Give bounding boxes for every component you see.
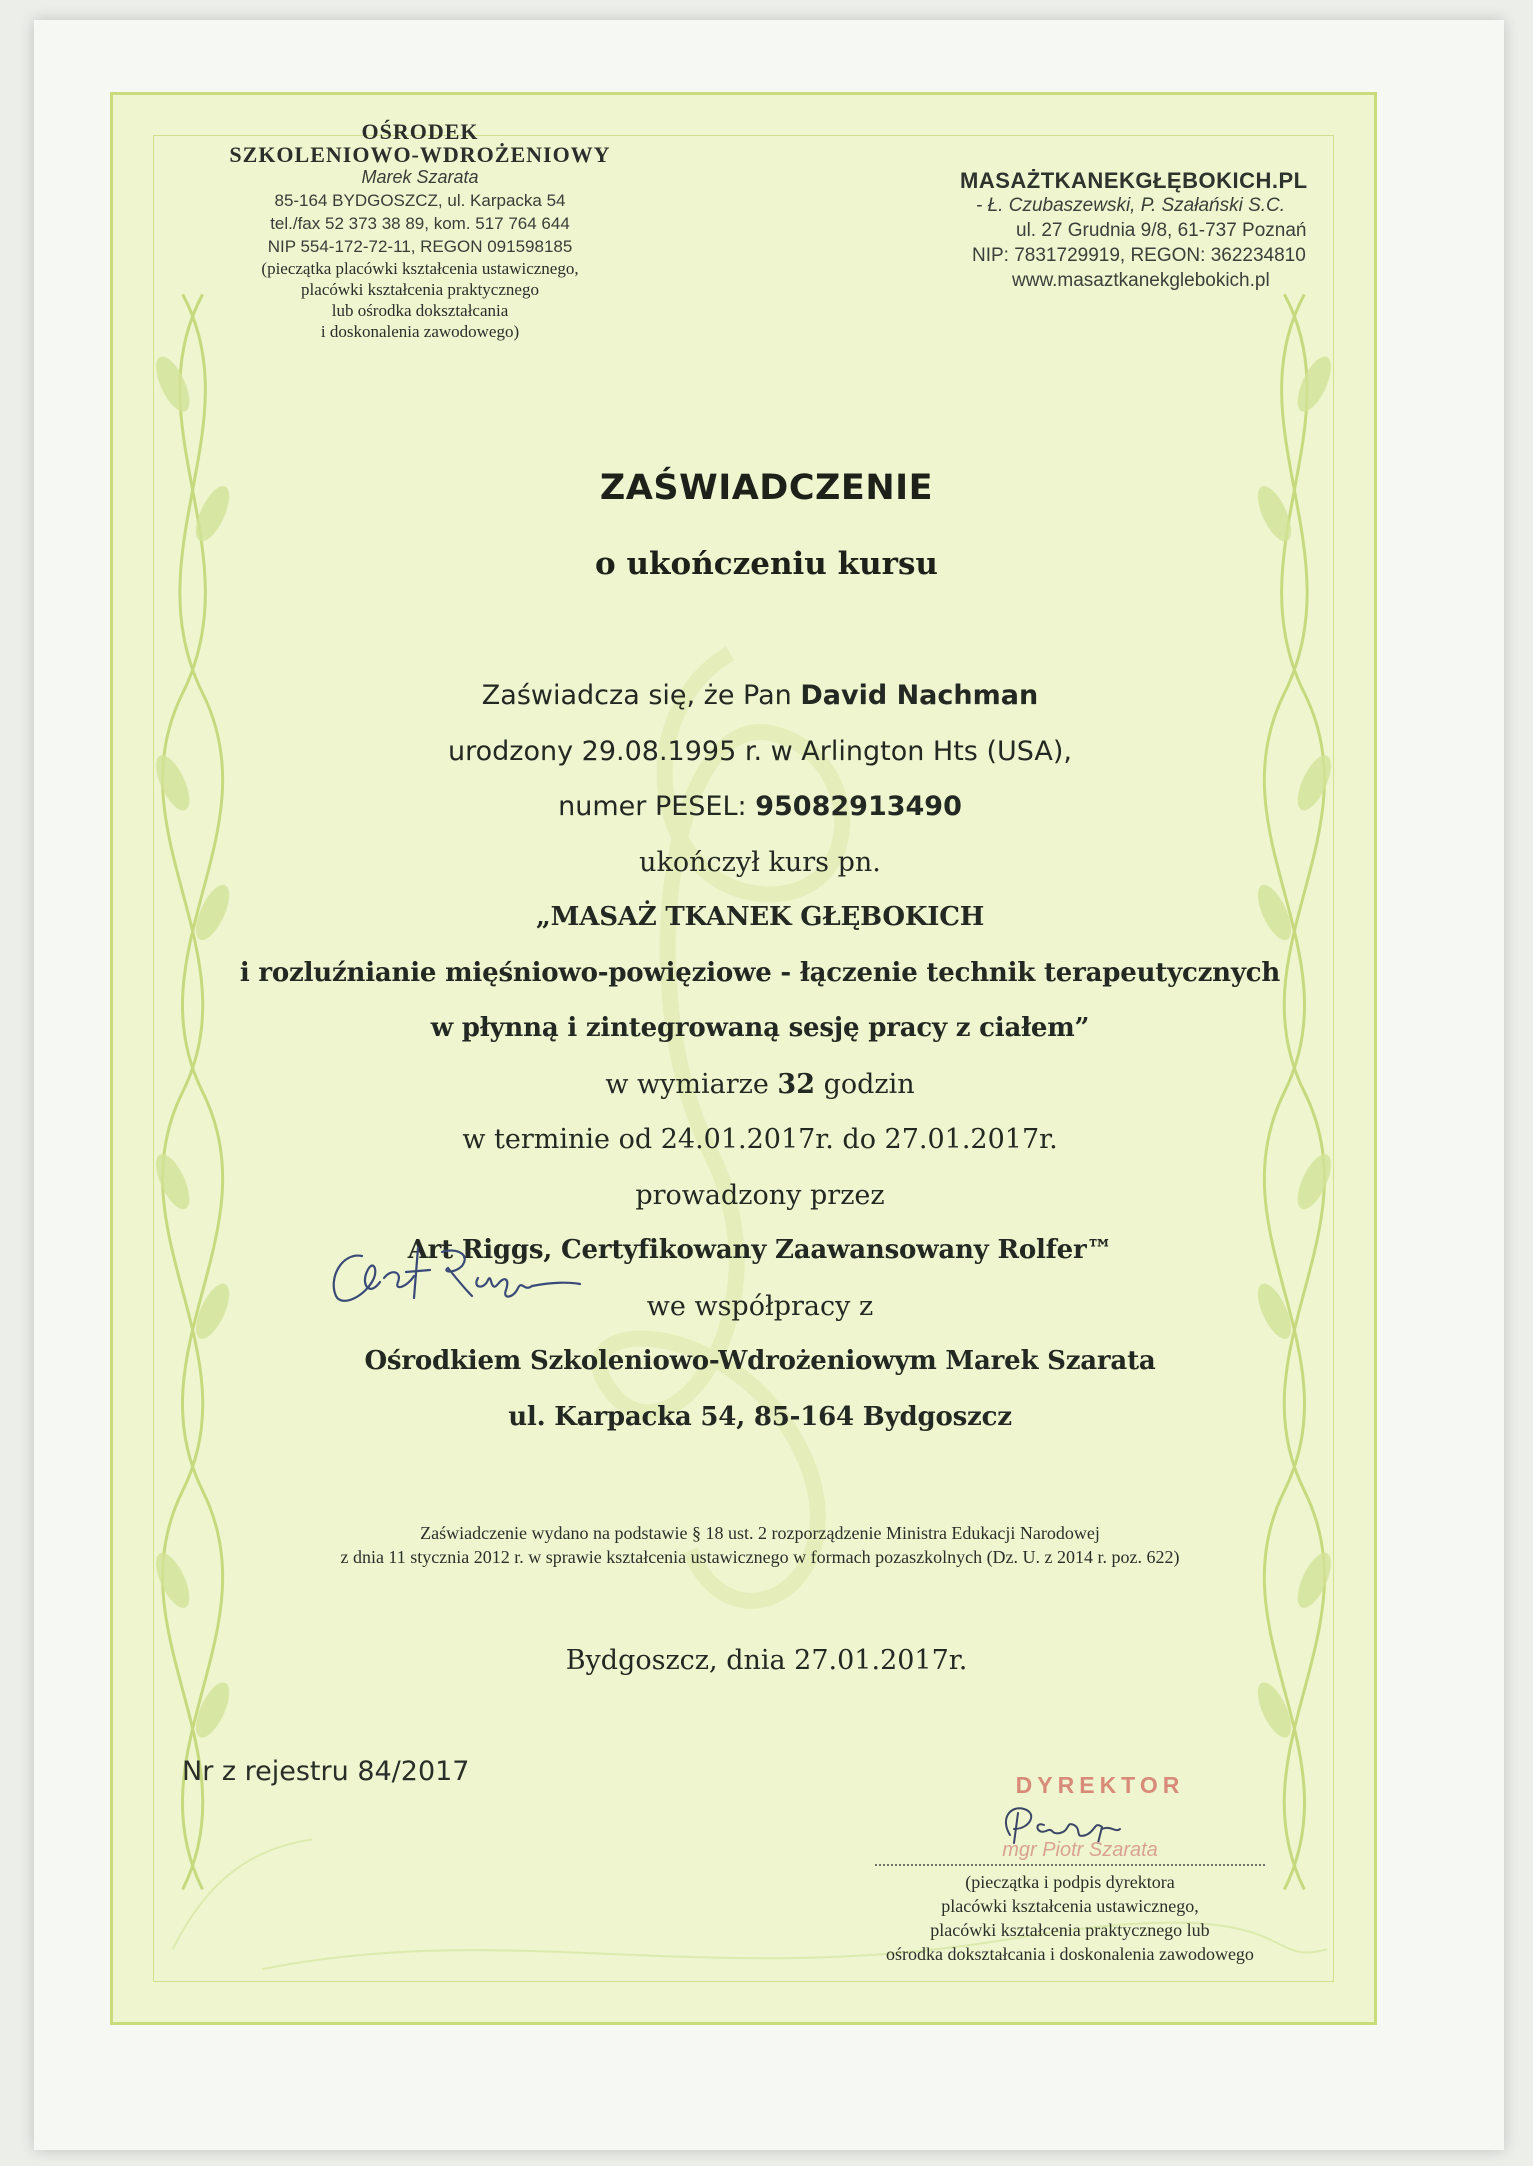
issuer-stamp-note-line: (pieczątka placówki kształcenia ustawicznego, [261, 259, 579, 278]
hours-suffix: godzin [823, 1068, 915, 1100]
issuer-stamp-title: OŚRODEK [361, 119, 479, 144]
director-note-line: ośrodka dokształcania i doskonalenia zawodowego [886, 1944, 1254, 1964]
course-name-line-2: i rozluźnianie mięśniowo-powięziowe - łączenie technik terapeutycznych [239, 957, 1281, 988]
issuer-stamp-address: 85-164 BYDGOSZCZ, ul. Karpacka 54 [274, 191, 566, 210]
partner-stamp-brand: MASAŻTKANEKGŁĘBOKICH.PL [960, 168, 1308, 193]
certificate-subtitle: o ukończeniu kursu [595, 546, 938, 582]
legal-basis [150, 1521, 1370, 1569]
partner-stamp-address: ul. 27 Grudnia 9/8, 61-737 Poznań [1016, 220, 1307, 241]
place-and-date: Bydgoszcz, dnia 27.01.2017r. [565, 1645, 968, 1676]
term-line: w terminie od 24.01.2017r. do 27.01.2017r. [462, 1124, 1058, 1155]
director-note-line: (pieczątka i podpis dyrektora [965, 1872, 1175, 1892]
issuer-stamp-nip: NIP 554-172-72-11, REGON 091598185 [267, 237, 573, 256]
director-note-line: placówki kształcenia ustawicznego, [941, 1896, 1199, 1916]
partner-stamp-nip: NIP: 7831729919, REGON: 362234810 [972, 245, 1306, 266]
issuer-stamp-owner: Marek Szarata [361, 167, 479, 187]
director-signature-block [800, 1772, 1340, 1966]
issuer-stamp-note [160, 258, 680, 342]
issuer-stamp-subtitle: SZKOLENIOWO-WDROŻENIOWY [229, 142, 611, 167]
director-note [800, 1870, 1340, 1966]
signature-dotted-line [875, 1864, 1265, 1866]
pesel-prefix: numer PESEL: [558, 791, 747, 822]
course-name-line-3: w płynną i zintegrowaną sesję pracy z ciałem” [430, 1013, 1090, 1043]
partner-stamp-owners: - Ł. Czubaszewski, P. Szałański S.C. [976, 195, 1286, 216]
completed-line: ukończył kurs pn. [639, 846, 881, 878]
certifies-prefix: Zaświadcza się, że Pan [481, 680, 792, 711]
director-note-line: placówki kształcenia praktycznego lub [930, 1920, 1210, 1940]
hours-value: 32 [777, 1068, 815, 1100]
certifies-line [150, 668, 1370, 724]
center-address-line: ul. Karpacka 54, 85-164 Bydgoszcz [508, 1401, 1012, 1432]
birth-line: urodzony 29.08.1995 r. w Arlington Hts (USA), [448, 735, 1072, 767]
certificate-body [150, 668, 1370, 1445]
registry-number: Nr z rejestru 84/2017 [182, 1756, 470, 1787]
led-by-line: prowadzony przez [635, 1179, 885, 1211]
hours-prefix: w wymiarze [605, 1068, 769, 1100]
legal-basis-line-1: Zaświadczenie wydano na podstawie § 18 ust. 2 rozporządzenie Ministra Edukacji Narodowej [420, 1523, 1100, 1543]
hours-line [150, 1057, 1370, 1113]
issuer-stamp-note-line: placówki kształcenia praktycznego [301, 280, 539, 299]
partner-stamp-website: www.masaztkanekglebokich.pl [1012, 270, 1270, 291]
center-line: Ośrodkiem Szkoleniowo-Wdrożeniowym Marek Szarata [364, 1346, 1156, 1376]
director-name: mgr Piotr Szarata [1002, 1839, 1158, 1861]
pesel-number: 95082913490 [755, 791, 962, 822]
cooperation-line: we współpracy z [646, 1290, 874, 1322]
issuer-stamp [160, 120, 680, 342]
certificate-title: ZAŚWIADCZENIE [599, 468, 934, 508]
person-name: David Nachman [800, 680, 1039, 711]
issuer-stamp-note-line: i doskonalenia zawodowego) [320, 322, 520, 341]
instructor-line: Art Riggs, Certyfikowany Zaawansowany Rolfer™ [407, 1235, 1113, 1265]
instructor-signature [322, 1238, 582, 1310]
course-name-line-1: „MASAŻ TKANEK GŁĘBOKICH [535, 902, 985, 932]
issuer-stamp-note-line: lub ośrodka dokształcania [331, 301, 509, 320]
pesel-line [150, 779, 1370, 835]
issuer-stamp-phone: tel./fax 52 373 38 89, kom. 517 764 644 [270, 214, 570, 233]
director-stamp-title: DYREKTOR [1015, 1772, 1185, 1798]
legal-basis-line-2: z dnia 11 stycznia 2012 r. w sprawie kształcenia ustawicznego w formach pozaszkolnych (Dz. U. z 2014 r. poz. 622) [340, 1547, 1180, 1567]
partner-stamp [960, 168, 1400, 293]
